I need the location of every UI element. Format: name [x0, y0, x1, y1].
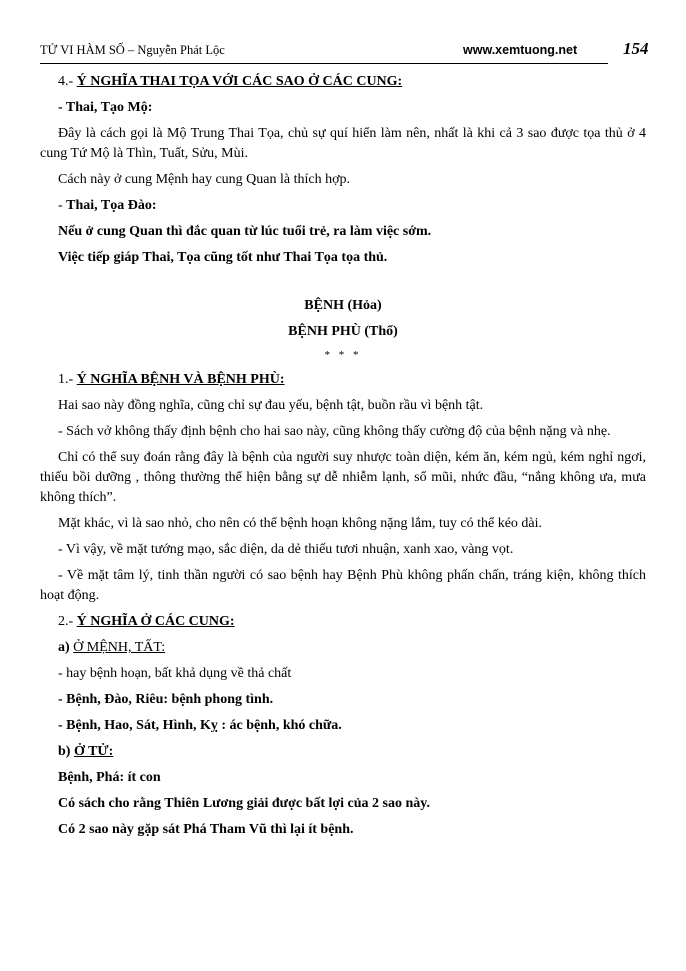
subsection-a-heading: [40, 638, 646, 658]
paragraph: - Bệnh, Đào, Riêu: bệnh phong tình.: [58, 692, 274, 707]
paragraph-rest: : ít con: [119, 770, 161, 785]
page-header: [40, 34, 650, 64]
section-2-heading: [40, 612, 646, 632]
paragraph: Nếu ở cung Quan thì đắc quan từ lúc tuổi trẻ, ra làm việc sớm.: [58, 224, 432, 239]
paragraph: - hay bệnh hoạn, bất khả dụng về thả chất: [58, 666, 292, 681]
paragraph: Hai sao này đồng nghĩa, cũng chỉ sự đau yếu, bệnh tật, buồn rầu vì bệnh tật.: [58, 398, 484, 413]
section-4-heading: [40, 72, 646, 92]
subsection-b-label: b): [58, 744, 74, 759]
section-1-title: Ý NGHĨA BỆNH VÀ BỆNH PHÙ:: [76, 372, 285, 387]
separator-stars: * * *: [324, 349, 362, 361]
paragraph: Chỉ có thể suy đoán rằng đây là bệnh của người suy nhược toàn diện, kém ăn, kém ngủ, kém nghỉ ngơi, thiếu bồi dưỡng , thông thường thể hiện bằng sự dễ nhiễm lạnh, sổ mũi, nhức đầu, “nắng không ưa, mưa không thích”.: [40, 450, 646, 505]
subsection-a-label: a): [58, 640, 74, 655]
paragraph: Việc tiếp giáp Thai, Tọa cũng tốt như Thai Tọa tọa thủ.: [58, 250, 388, 265]
section-4-title: Ý NGHĨA THAI TỌA VỚI CÁC SAO Ở CÁC CUNG:: [76, 74, 403, 89]
paragraph: Đây là cách gọi là Mộ Trung Thai Tọa, chủ sự quí hiển làm nên, nhất là khi cả 3 sao được tọa thủ ở 4 cung Tứ Mộ là Thìn, Tuất, Sửu, Mùi.: [40, 126, 646, 161]
chapter-title-benh-phu: BỆNH PHÙ (Thổ): [288, 324, 398, 339]
header-rule: [40, 63, 608, 64]
section-2-title: Ý NGHĨA Ở CÁC CUNG:: [76, 614, 235, 629]
page-number: 154: [623, 39, 649, 58]
paragraph: [40, 768, 646, 788]
subsection-b-heading: [40, 742, 646, 762]
subsection-b-title: Ở TỬ:: [73, 744, 114, 759]
paragraph: - Về mặt tâm lý, tinh thần người có sao bệnh hay Bệnh Phù không phấn chấn, tráng kiện, không thích hoạt động.: [40, 568, 646, 603]
header-website: www.xemtuong.net: [463, 43, 578, 57]
page-body: [40, 72, 646, 840]
header-book-title: TỬ VI HÀM SỐ – Nguyễn Phát Lộc: [40, 43, 225, 57]
paragraph: - Bệnh, Hao, Sát, Hình, Kỵ : ác bệnh, khó chữa.: [58, 718, 342, 733]
chapter-title-benh: BỆNH (Hỏa): [304, 298, 382, 313]
paragraph: Có sách cho rằng Thiên Lương giải được bất lợi của 2 sao này.: [58, 796, 430, 811]
paragraph: Mặt khác, vì là sao nhỏ, cho nên có thể bệnh hoạn không nặng lắm, tuy có thể kéo dài.: [58, 516, 543, 531]
section-4-number: 4.-: [58, 74, 77, 89]
subheading-thai-toa-dao: [40, 196, 646, 216]
subsection-a-title: Ở MỆNH, TẤT:: [73, 640, 166, 655]
paragraph-bold-lead: Bệnh, Phá: [58, 770, 120, 785]
paragraph: - Sách vở không thấy định bệnh cho hai sao này, cũng không thấy cường độ của bệnh nặng và nhẹ.: [58, 424, 611, 439]
section-2-number: 2.-: [58, 614, 77, 629]
paragraph: - Vì vậy, về mặt tướng mạo, sắc diện, da dẻ thiếu tươi nhuận, xanh xao, vàng vọt.: [58, 542, 514, 557]
paragraph: Cách này ở cung Mệnh hay cung Quan là thích hợp.: [58, 172, 351, 187]
dash: -: [58, 198, 67, 213]
section-1-number: 1.-: [58, 372, 77, 387]
subheading-thai-tao-mo: - Thai, Tạo Mộ:: [58, 100, 153, 115]
paragraph: Có 2 sao này gặp sát Phá Tham Vũ thì lại ít bệnh.: [58, 822, 354, 837]
subheading-text: Thai, Tọa Đào:: [66, 198, 157, 213]
section-1-heading: [40, 370, 646, 390]
